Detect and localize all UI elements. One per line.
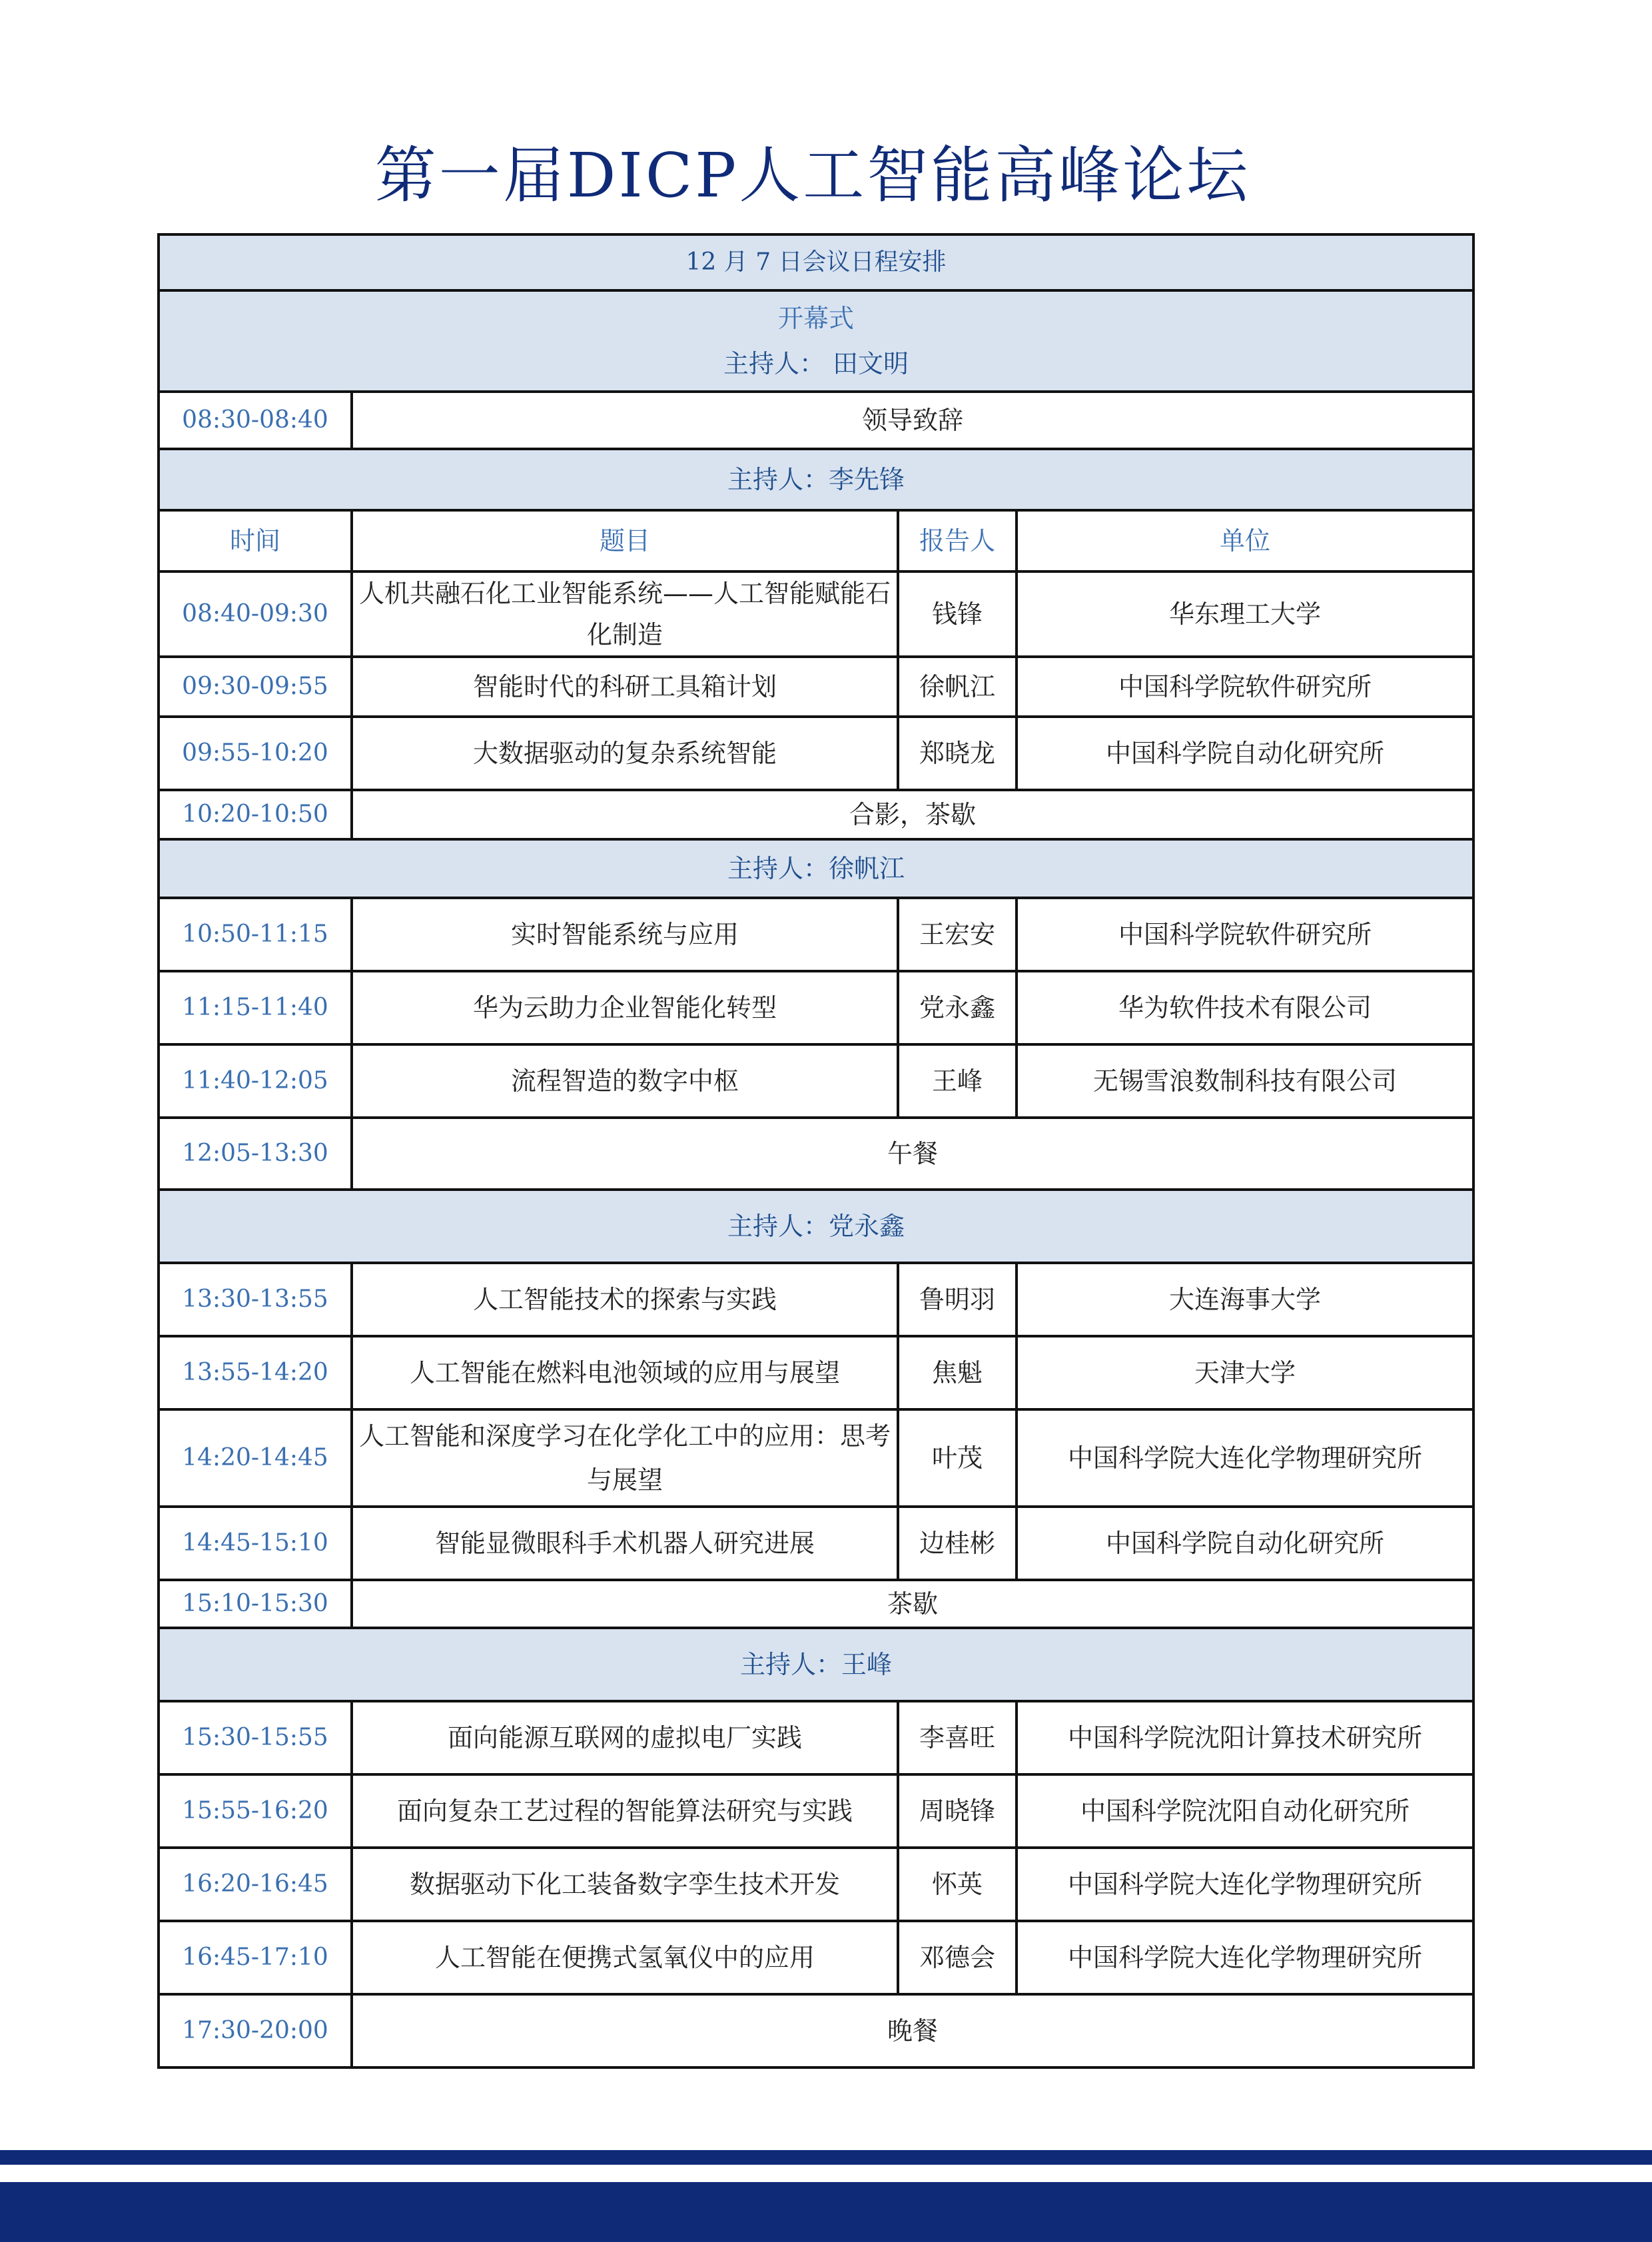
time-cell: 11:40-12:05 xyxy=(159,1044,352,1118)
speaker-cell: 怀英 xyxy=(898,1848,1017,1921)
time-cell: 12:05-13:30 xyxy=(159,1118,352,1190)
session-host: 主持人：王峰 xyxy=(159,1628,1473,1701)
topic-cell: 智能时代的科研工具箱计划 xyxy=(352,657,898,717)
break-row xyxy=(159,1580,1473,1628)
topic-cell: 华为云助力企业智能化转型 xyxy=(352,971,898,1044)
column-header-topic: 题目 xyxy=(352,510,898,571)
time-cell: 15:55-16:20 xyxy=(159,1774,352,1848)
time-cell: 17:30-20:00 xyxy=(159,1994,352,2067)
dinner-label: 晚餐 xyxy=(352,1994,1473,2067)
footer-stripe-thin xyxy=(0,2150,1652,2165)
opening-cell xyxy=(159,290,1473,392)
speaker-cell: 王宏安 xyxy=(898,898,1017,971)
topic-cell: 实时智能系统与应用 xyxy=(352,898,898,971)
time-cell: 13:30-13:55 xyxy=(159,1263,352,1336)
time-cell: 15:30-15:55 xyxy=(159,1701,352,1774)
opening-row xyxy=(159,290,1473,392)
session-host-row xyxy=(159,449,1473,510)
time-cell: 10:50-11:15 xyxy=(159,898,352,971)
break-label: 茶歇 xyxy=(352,1580,1473,1628)
speaker-cell: 李喜旺 xyxy=(898,1701,1017,1774)
talk-row xyxy=(159,1774,1473,1848)
schedule-header: 12 月 7 日会议日程安排 xyxy=(159,234,1473,290)
speaker-cell: 邓德会 xyxy=(898,1921,1017,1994)
column-header-unit: 单位 xyxy=(1017,510,1473,571)
talk-row xyxy=(159,1701,1473,1774)
talk-row xyxy=(159,1336,1473,1409)
talk-row xyxy=(159,1044,1473,1118)
unit-cell: 天津大学 xyxy=(1017,1336,1473,1409)
talk-row xyxy=(159,1848,1473,1921)
speaker-cell: 边桂彬 xyxy=(898,1507,1017,1580)
speaker-cell: 鲁明羽 xyxy=(898,1263,1017,1336)
unit-cell: 中国科学院软件研究所 xyxy=(1017,657,1473,717)
time-cell: 09:55-10:20 xyxy=(159,717,352,790)
topic-cell: 人工智能在燃料电池领域的应用与展望 xyxy=(352,1336,898,1409)
dinner-row xyxy=(159,1994,1473,2067)
session-host: 主持人：徐帆江 xyxy=(159,839,1473,898)
schedule-header-row xyxy=(159,234,1473,290)
topic-cell: 面向能源互联网的虚拟电厂实践 xyxy=(352,1701,898,1774)
schedule-table xyxy=(157,233,1475,2069)
topic-cell: 智能显微眼科手术机器人研究进展 xyxy=(352,1507,898,1580)
session-host: 主持人：党永鑫 xyxy=(159,1190,1473,1263)
session-host: 主持人：李先锋 xyxy=(159,449,1473,510)
topic-cell: 面向复杂工艺过程的智能算法研究与实践 xyxy=(352,1774,898,1848)
speaker-cell: 徐帆江 xyxy=(898,657,1017,717)
unit-cell: 中国科学院自动化研究所 xyxy=(1017,717,1473,790)
time-cell: 08:30-08:40 xyxy=(159,392,352,449)
column-header-speaker: 报告人 xyxy=(898,510,1017,571)
talk-row xyxy=(159,1263,1473,1336)
break-row xyxy=(159,790,1473,839)
opening-title: 开幕式 xyxy=(778,304,855,333)
topic-cell: 人工智能和深度学习在化学化工中的应用：思考与展望 xyxy=(352,1409,898,1507)
unit-cell: 华东理工大学 xyxy=(1017,571,1473,657)
topic-cell: 数据驱动下化工装备数字孪生技术开发 xyxy=(352,1848,898,1921)
time-cell: 11:15-11:40 xyxy=(159,971,352,1044)
time-cell: 09:30-09:55 xyxy=(159,657,352,717)
talk-row xyxy=(159,717,1473,790)
speaker-cell: 党永鑫 xyxy=(898,971,1017,1044)
time-cell: 10:20-10:50 xyxy=(159,790,352,839)
unit-cell: 无锡雪浪数制科技有限公司 xyxy=(1017,1044,1473,1118)
topic-cell: 大数据驱动的复杂系统智能 xyxy=(352,717,898,790)
unit-cell: 中国科学院软件研究所 xyxy=(1017,898,1473,971)
talk-row xyxy=(159,1921,1473,1994)
time-cell: 16:45-17:10 xyxy=(159,1921,352,1994)
break-row xyxy=(159,1118,1473,1190)
opening-host: 主持人： 田文明 xyxy=(723,349,909,378)
topic-cell: 领导致辞 xyxy=(352,392,1473,449)
talk-row xyxy=(159,657,1473,717)
talk-row xyxy=(159,1409,1473,1507)
talk-row xyxy=(159,971,1473,1044)
time-cell: 16:20-16:45 xyxy=(159,1848,352,1921)
unit-cell: 中国科学院大连化学物理研究所 xyxy=(1017,1409,1473,1507)
talk-row xyxy=(159,898,1473,971)
unit-cell: 中国科学院自动化研究所 xyxy=(1017,1507,1473,1580)
unit-cell: 华为软件技术有限公司 xyxy=(1017,971,1473,1044)
time-cell: 14:45-15:10 xyxy=(159,1507,352,1580)
speaker-cell: 叶茂 xyxy=(898,1409,1017,1507)
break-label: 午餐 xyxy=(352,1118,1473,1190)
time-cell: 13:55-14:20 xyxy=(159,1336,352,1409)
unit-cell: 中国科学院大连化学物理研究所 xyxy=(1017,1921,1473,1994)
unit-cell: 大连海事大学 xyxy=(1017,1263,1473,1336)
session-host-row xyxy=(159,1190,1473,1263)
unit-cell: 中国科学院沈阳计算技术研究所 xyxy=(1017,1701,1473,1774)
unit-cell: 中国科学院沈阳自动化研究所 xyxy=(1017,1774,1473,1848)
opening-item-row xyxy=(159,392,1473,449)
speaker-cell: 周晓锋 xyxy=(898,1774,1017,1848)
time-cell: 08:40-09:30 xyxy=(159,571,352,657)
break-label: 合影，茶歇 xyxy=(352,790,1473,839)
session-host-row xyxy=(159,839,1473,898)
time-cell: 15:10-15:30 xyxy=(159,1580,352,1628)
page-title: 第一届DICP人工智能高峰论坛 xyxy=(374,140,1251,211)
topic-cell: 流程智造的数字中枢 xyxy=(352,1044,898,1118)
talk-row xyxy=(159,571,1473,657)
talk-row xyxy=(159,1507,1473,1580)
speaker-cell: 郑晓龙 xyxy=(898,717,1017,790)
column-header-time: 时间 xyxy=(159,510,352,571)
time-cell: 14:20-14:45 xyxy=(159,1409,352,1507)
column-header-row xyxy=(159,510,1473,571)
topic-cell: 人工智能技术的探索与实践 xyxy=(352,1263,898,1336)
footer-stripe-thick xyxy=(0,2182,1652,2242)
topic-cell: 人工智能在便携式氢氧仪中的应用 xyxy=(352,1921,898,1994)
topic-cell: 人机共融石化工业智能系统——人工智能赋能石化制造 xyxy=(352,571,898,657)
unit-cell: 中国科学院大连化学物理研究所 xyxy=(1017,1848,1473,1921)
session-host-row xyxy=(159,1628,1473,1701)
speaker-cell: 王峰 xyxy=(898,1044,1017,1118)
speaker-cell: 焦魁 xyxy=(898,1336,1017,1409)
speaker-cell: 钱锋 xyxy=(898,571,1017,657)
